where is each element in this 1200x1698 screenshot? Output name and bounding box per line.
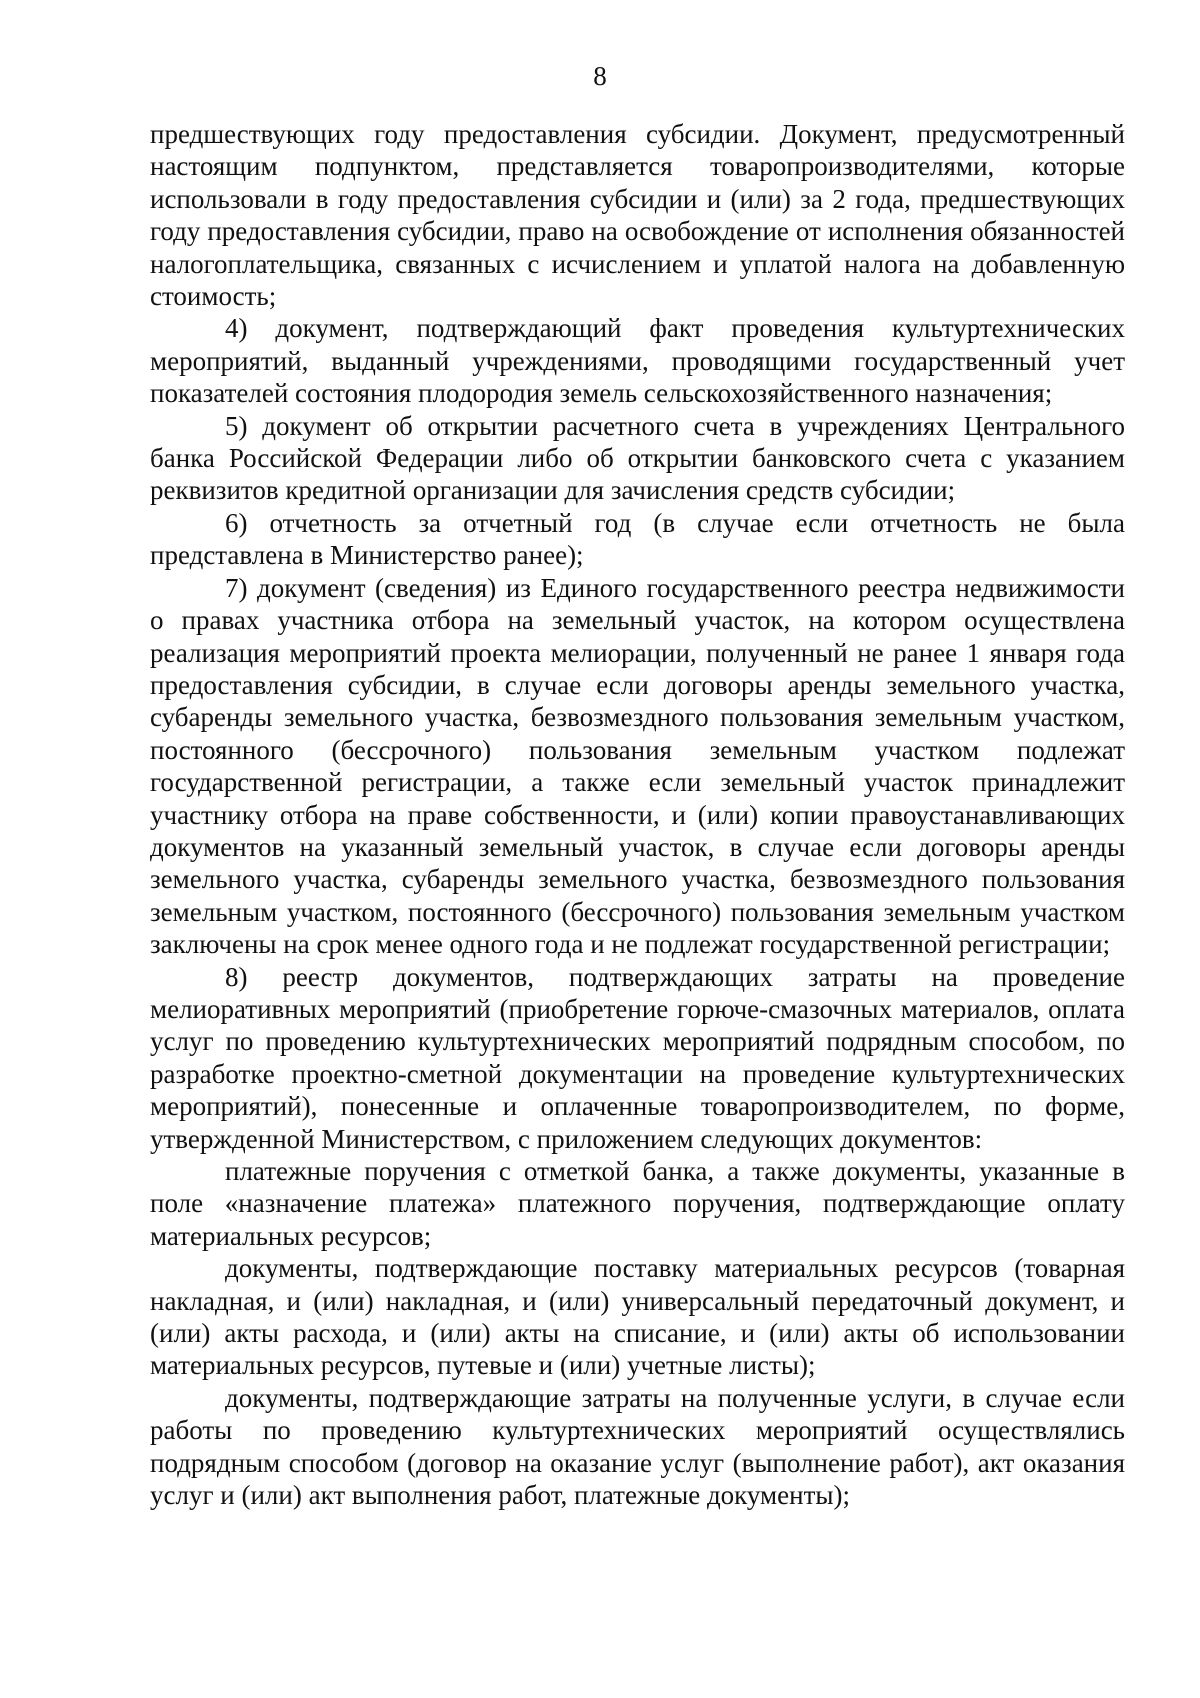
paragraph-delivery-documents: документы, подтверждающие поставку материальных ресурсов (товарная накладная, и (или) накладная, и (или) универсальный передаточный документ, и (или) акты расхода, и (или) акты на списание, и (или) акты об использовании материальных ресурсов, путевые и (или) учетные листы); bbox=[150, 1253, 1125, 1381]
paragraph-service-costs: документы, подтверждающие затраты на полученные услуги, в случае если работы по проведению культуртехнических мероприятий осуществлялись подрядным способом (договор на оказание услуг (выполнение работ), акт оказания услуг и (или) акт выполнения работ, платежные документы); bbox=[150, 1382, 1125, 1511]
paragraph-item-4: 4) документ, подтверждающий факт проведения культуртехнических мероприятий, выданный учреждениями, проводящими государственный учет показателей состояния плодородия земель сельскохозяйственного назначения; bbox=[150, 313, 1125, 409]
paragraph-item-5: 5) документ об открытии расчетного счета в учреждениях Центрального банка Российской Федерации либо об открытии банковского счета с указанием реквизитов кредитной организации для зачисления средств субсидии; bbox=[150, 410, 1125, 506]
page-number: 8 bbox=[593, 61, 607, 91]
paragraph-item-8: 8) реестр документов, подтверждающих затраты на проведение мелиоративных мероприятий (приобретение горюче-смазочных материалов, оплата услуг по проведению культуртехнических мероприятий подрядным способом, по разработке проектно-сметной документации на проведение культуртехнических мероприятий), понесенные и оплаченные товаропроизводителем, по форме, утвержденной Министерством, с приложением следующих документов: bbox=[150, 961, 1125, 1154]
paragraph-item-6: 6) отчетность за отчетный год (в случае если отчетность не была представлена в Министерство ранее); bbox=[150, 507, 1125, 571]
paragraph-payment-orders: платежные поручения с отметкой банка, а также документы, указанные в поле «назначение платежа» платежного поручения, подтверждающие оплату материальных ресурсов; bbox=[150, 1156, 1125, 1251]
paragraph-item-7: 7) документ (сведения) из Единого государственного реестра недвижимости о правах участника отбора на земельный участок, на котором осуществлена реализация мероприятий проекта мелиорации, полученный не ранее 1 января года предоставления субсидии, в случае если договоры аренды земельного участка, субаренды земельного участка, безвозмездного пользования земельным участком, постоянного (бессрочного) пользования земельным участком подлежат государственной регистрации, а также если земельный участок принадлежит участнику отбора на праве собственности, и (или) копии правоустанавливающих документов на указанный земельный участок, в случае если договоры аренды земельного участка, субаренды земельного участка, безвозмездного пользования земельным участком, постоянного (бессрочного) пользования земельным участком заключены на срок менее одного года и не подлежат государственной регистрации; bbox=[150, 572, 1125, 960]
document-body bbox=[150, 118, 1125, 1511]
paragraph-continuation: предшествующих году предоставления субсидии. Документ, предусмотренный настоящим подпунктом, представляется товаропроизводителями, которые использовали в году предоставления субсидии и (или) за 2 года, предшествующих году предоставления субсидии, право на освобождение от исполнения обязанностей налогоплательщика, связанных с исчислением и уплатой налога на добавленную стоимость; bbox=[150, 119, 1125, 312]
